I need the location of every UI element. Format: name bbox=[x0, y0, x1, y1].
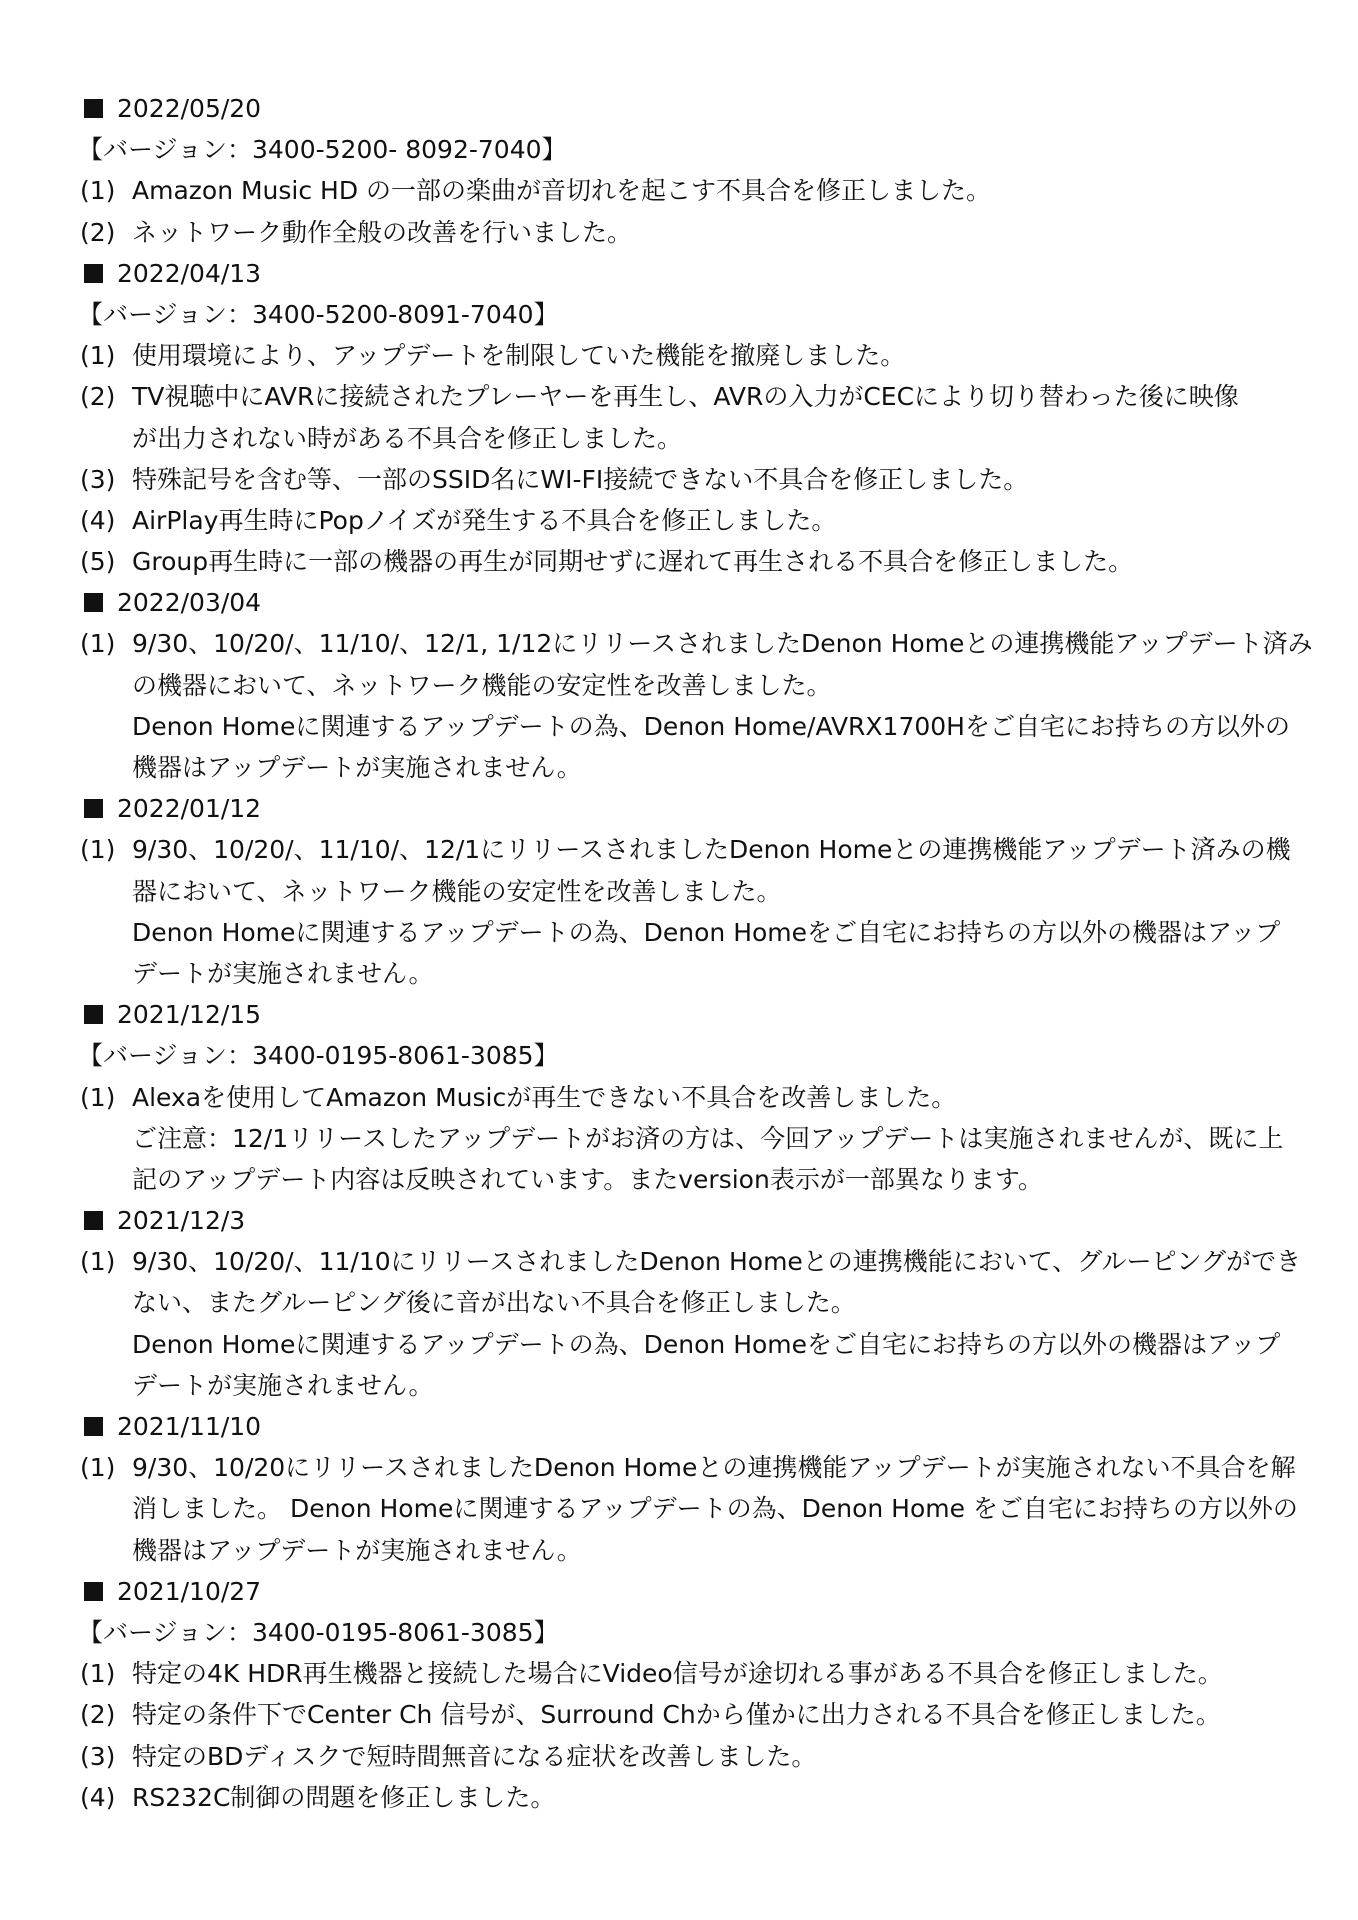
date-heading bbox=[80, 1571, 1290, 1612]
date-text: 2022/04/13 bbox=[117, 258, 262, 288]
list-item bbox=[80, 335, 1290, 376]
item-text: 9/30、10/20/、11/10にリリースされましたDenon Homeとの連携機能において、グルーピングができ bbox=[132, 1247, 1302, 1277]
date-heading bbox=[80, 253, 1290, 294]
list-item-continuation: 機器はアップデートが実施されません。 bbox=[132, 1535, 582, 1565]
item-number: (4) bbox=[80, 505, 116, 535]
item-number: (1) bbox=[80, 835, 116, 865]
item-text: 特定の条件下でCenter Ch 信号が、Surround Chから僅かに出力される不具合を修正しました。 bbox=[132, 1700, 1221, 1730]
item-number: (1) bbox=[80, 1247, 116, 1277]
list-item bbox=[80, 170, 1290, 211]
date-text: 2021/12/3 bbox=[117, 1206, 246, 1236]
square-bullet-icon bbox=[84, 1005, 103, 1024]
item-text: Group再生時に一部の機器の再生が同期せずに遅れて再生される不具合を修正しました。 bbox=[132, 547, 1134, 577]
list-item-continuation: が出力されない時がある不具合を修正しました。 bbox=[132, 423, 683, 453]
list-item bbox=[80, 829, 1290, 870]
square-bullet-icon bbox=[84, 264, 103, 283]
list-item-continuation: Denon Homeに関連するアップデートの為、Denon Homeをご自宅にお持ちの方以外の機器はアップ bbox=[132, 917, 1281, 947]
item-number: (1) bbox=[80, 176, 116, 206]
list-item bbox=[80, 541, 1290, 582]
list-item-continuation: Denon Homeに関連するアップデートの為、Denon Home/AVRX1700Hをご自宅にお持ちの方以外の bbox=[132, 711, 1290, 741]
square-bullet-icon bbox=[84, 799, 103, 818]
date-heading bbox=[80, 582, 1290, 623]
list-item-continuation: 機器はアップデートが実施されません。 bbox=[132, 753, 582, 782]
date-heading bbox=[80, 1406, 1290, 1447]
date-heading bbox=[80, 788, 1290, 829]
item-text: ネットワーク動作全般の改善を行いました。 bbox=[132, 217, 633, 247]
item-text: TV視聴中にAVRに接続されたプレーヤーを再生し、AVRの入力がCECにより切り替わった後に映像 bbox=[132, 382, 1239, 412]
square-bullet-icon bbox=[84, 1417, 103, 1436]
item-number: (2) bbox=[80, 217, 116, 247]
list-item-continuation: デートが実施されません。 bbox=[132, 1370, 434, 1400]
item-text: 9/30、10/20/、11/10/、12/1にリリースされましたDenon Homeとの連携機能アップデート済みの機 bbox=[132, 835, 1291, 865]
date-heading bbox=[80, 1200, 1290, 1241]
list-item-continuation: の機器において、ネットワーク機能の安定性を改善しました。 bbox=[132, 670, 832, 700]
item-number: (1) bbox=[80, 1659, 116, 1689]
list-item bbox=[80, 1694, 1290, 1735]
item-number: (5) bbox=[80, 547, 116, 577]
date-heading bbox=[80, 994, 1290, 1035]
list-item bbox=[80, 623, 1313, 664]
item-number: (3) bbox=[80, 464, 116, 494]
item-text: 特定のBDディスクで短時間無音になる症状を改善しました。 bbox=[132, 1741, 817, 1771]
square-bullet-icon bbox=[84, 593, 103, 612]
date-heading bbox=[80, 88, 1290, 129]
item-number: (3) bbox=[80, 1741, 116, 1771]
item-number: (1) bbox=[80, 341, 116, 371]
list-item bbox=[80, 1736, 1290, 1777]
list-item-continuation: ない、またグルーピング後に音が出ない不具合を修正しました。 bbox=[132, 1288, 856, 1318]
list-item-continuation: 器において、ネットワーク機能の安定性を改善しました。 bbox=[132, 876, 782, 906]
item-text: 特定の4K HDR再生機器と接続した場合にVideo信号が途切れる事がある不具合を修正しました。 bbox=[132, 1659, 1223, 1689]
item-number: (1) bbox=[80, 629, 116, 659]
list-item-continuation: デートが実施されません。 bbox=[132, 958, 434, 988]
list-item bbox=[80, 376, 1290, 417]
list-item bbox=[80, 212, 1290, 253]
list-item bbox=[80, 1241, 1302, 1282]
item-number: (2) bbox=[80, 1700, 116, 1730]
list-item bbox=[80, 1447, 1296, 1488]
item-text: Amazon Music HD の一部の楽曲が音切れを起こす不具合を修正しました。 bbox=[132, 176, 992, 206]
date-text: 2021/12/15 bbox=[117, 1000, 262, 1030]
item-number: (4) bbox=[80, 1782, 116, 1812]
date-text: 2022/01/12 bbox=[117, 794, 262, 824]
list-item bbox=[80, 1777, 1290, 1818]
list-item bbox=[80, 459, 1290, 500]
date-text: 2021/11/10 bbox=[117, 1412, 262, 1441]
date-text: 2021/10/27 bbox=[117, 1576, 262, 1606]
item-text: 9/30、10/20にリリースされましたDenon Homeとの連携機能アップデートが実施されない不具合を解 bbox=[132, 1453, 1296, 1483]
date-text: 2022/03/04 bbox=[117, 588, 262, 618]
list-item bbox=[80, 1653, 1290, 1694]
item-text: 9/30、10/20/、11/10/、12/1, 1/12にリリースされましたDenon Homeとの連携機能アップデート済み bbox=[132, 629, 1313, 659]
date-text: 2022/05/20 bbox=[117, 94, 262, 123]
version-label: 【バージョン：3400-0195-8061-3085】 bbox=[78, 1617, 559, 1647]
item-text: AirPlay再生時にPopノイズが発生する不具合を修正しました。 bbox=[132, 505, 837, 535]
list-item bbox=[80, 1077, 1290, 1118]
square-bullet-icon bbox=[84, 99, 103, 118]
list-item-continuation: Denon Homeに関連するアップデートの為、Denon Homeをご自宅にお持ちの方以外の機器はアップ bbox=[132, 1329, 1281, 1359]
list-item-continuation: 記のアップデート内容は反映されています。またversion表示が一部異なります。 bbox=[132, 1164, 1043, 1194]
list-item-continuation: ご注意：12/1リリースしたアップデートがお済の方は、今回アップデートは実施されませんが、既に上 bbox=[132, 1123, 1284, 1153]
release-notes-document bbox=[78, 88, 1313, 1818]
item-number: (1) bbox=[80, 1453, 116, 1483]
list-item-continuation: 消しました。 Denon Homeに関連するアップデートの為、Denon Home をご自宅にお持ちの方以外の bbox=[132, 1494, 1298, 1524]
version-label: 【バージョン：3400-0195-8061-3085】 bbox=[78, 1041, 559, 1071]
version-label: 【バージョン：3400-5200-8091-7040】 bbox=[78, 299, 559, 329]
version-label: 【バージョン：3400-5200- 8092-7040】 bbox=[78, 135, 567, 165]
item-text: 特殊記号を含む等、一部のSSID名にWI-FI接続できない不具合を修正しました。 bbox=[132, 464, 1029, 494]
item-number: (2) bbox=[80, 382, 116, 412]
item-text: Alexaを使用してAmazon Musicが再生できない不具合を改善しました。 bbox=[132, 1082, 957, 1112]
item-number: (1) bbox=[80, 1082, 116, 1112]
item-text: RS232C制御の問題を修正しました。 bbox=[132, 1782, 556, 1812]
item-text: 使用環境により、アップデートを制限していた機能を撤廃しました。 bbox=[132, 341, 906, 371]
square-bullet-icon bbox=[84, 1211, 103, 1230]
list-item bbox=[80, 500, 1290, 541]
square-bullet-icon bbox=[84, 1582, 103, 1601]
